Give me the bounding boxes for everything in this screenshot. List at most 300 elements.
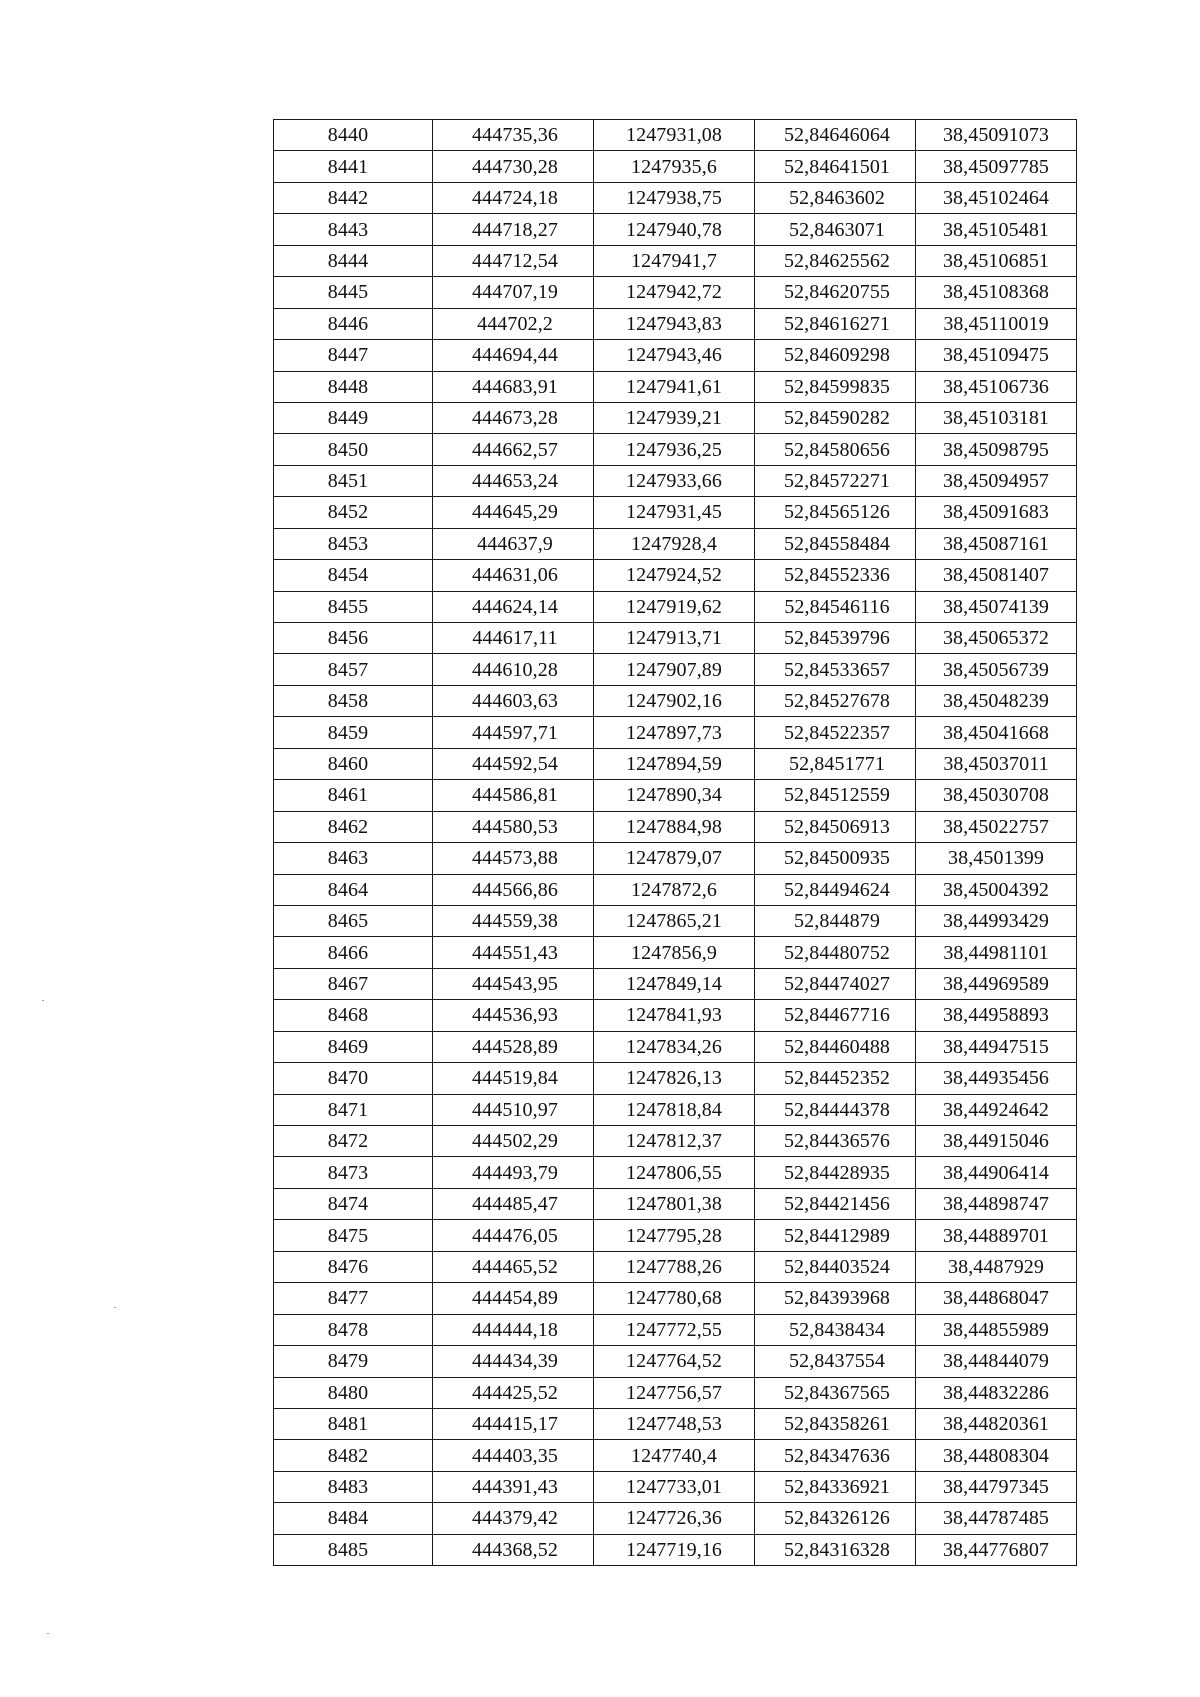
longitude-cell (916, 182, 1077, 213)
cell-text: 444566,86 (472, 878, 558, 901)
table-row (274, 654, 1077, 685)
cell-text: 8471 (327, 1098, 369, 1121)
table-row (274, 528, 1077, 559)
cell-text: 1247865,21 (626, 910, 722, 933)
y-coordinate-cell (594, 1000, 755, 1031)
cell-text: 8457 (327, 658, 369, 681)
point-number-cell (274, 182, 433, 213)
x-coordinate-cell (433, 1031, 594, 1062)
point-number-cell (274, 1283, 433, 1314)
longitude-cell (916, 1314, 1077, 1345)
cell-text: 1247726,36 (626, 1507, 722, 1530)
y-coordinate-cell (594, 843, 755, 874)
cell-text: 8447 (327, 344, 369, 367)
point-number-cell (274, 717, 433, 748)
y-coordinate-cell (594, 1283, 755, 1314)
longitude-cell (916, 1440, 1077, 1471)
x-coordinate-cell (433, 685, 594, 716)
cell-text: 38,45037011 (943, 752, 1049, 775)
cell-text: 52,8451771 (789, 752, 885, 775)
cell-text: 444631,06 (472, 564, 558, 587)
cell-text: 52,84347636 (783, 1444, 891, 1467)
y-coordinate-cell (594, 1346, 755, 1377)
cell-text: 1247943,46 (626, 344, 722, 367)
y-coordinate-cell (594, 308, 755, 339)
y-coordinate-cell (594, 874, 755, 905)
x-coordinate-cell (433, 528, 594, 559)
cell-text: 38,45105481 (942, 218, 1050, 241)
latitude-cell (755, 937, 916, 968)
point-number-cell (274, 1377, 433, 1408)
cell-text: 8483 (327, 1476, 369, 1499)
x-coordinate-cell (433, 277, 594, 308)
cell-text: 8448 (327, 375, 369, 398)
cell-text: 444425,52 (472, 1381, 558, 1404)
cell-text: 8472 (327, 1130, 369, 1153)
x-coordinate-cell (433, 1157, 594, 1188)
cell-text: 444502,29 (472, 1130, 558, 1153)
y-coordinate-cell (594, 1251, 755, 1282)
cell-text: 52,84599835 (783, 375, 891, 398)
point-number-cell (274, 591, 433, 622)
cell-text: 1247780,68 (626, 1287, 722, 1310)
cell-text: 38,45048239 (942, 690, 1050, 713)
cell-text: 52,84358261 (783, 1413, 891, 1436)
cell-text: 38,44924642 (942, 1098, 1050, 1121)
cell-text: 38,45094957 (942, 470, 1050, 493)
table-row (274, 245, 1077, 276)
cell-text: 1247931,08 (626, 124, 722, 147)
x-coordinate-cell (433, 1251, 594, 1282)
cell-text: 8474 (327, 1193, 369, 1216)
cell-text: 8481 (327, 1413, 369, 1436)
cell-text: 52,84646064 (783, 124, 891, 147)
longitude-cell (916, 1157, 1077, 1188)
x-coordinate-cell (433, 434, 594, 465)
cell-text: 38,45110019 (943, 312, 1049, 335)
point-number-cell (274, 308, 433, 339)
longitude-cell (916, 465, 1077, 496)
longitude-cell (916, 1126, 1077, 1157)
cell-text: 52,84625562 (783, 249, 891, 272)
longitude-cell (916, 528, 1077, 559)
latitude-cell (755, 623, 916, 654)
cell-text: 444683,91 (472, 375, 558, 398)
cell-text: 1247897,73 (626, 721, 722, 744)
cell-text: 8477 (327, 1287, 369, 1310)
cell-text: 444603,63 (472, 690, 558, 713)
table-row (274, 748, 1077, 779)
cell-text: 52,8437554 (789, 1350, 885, 1373)
cell-text: 8467 (327, 973, 369, 996)
y-coordinate-cell (594, 905, 755, 936)
cell-text: 52,84460488 (783, 1035, 891, 1058)
longitude-cell (916, 277, 1077, 308)
cell-text: 52,84565126 (783, 501, 891, 524)
latitude-cell (755, 1377, 916, 1408)
cell-text: 52,84620755 (783, 281, 891, 304)
table-row (274, 497, 1077, 528)
longitude-cell (916, 843, 1077, 874)
table-row (274, 623, 1077, 654)
longitude-cell (916, 717, 1077, 748)
x-coordinate-cell (433, 811, 594, 842)
cell-text: 1247924,52 (626, 564, 722, 587)
cell-text: 52,84506913 (783, 815, 891, 838)
latitude-cell (755, 340, 916, 371)
cell-text: 52,84467716 (783, 1004, 891, 1027)
y-coordinate-cell (594, 120, 755, 151)
latitude-cell (755, 1440, 916, 1471)
y-coordinate-cell (594, 1471, 755, 1502)
point-number-cell (274, 1031, 433, 1062)
longitude-cell (916, 968, 1077, 999)
latitude-cell (755, 1503, 916, 1534)
cell-text: 444536,93 (472, 1004, 558, 1027)
longitude-cell (916, 685, 1077, 716)
point-number-cell (274, 1126, 433, 1157)
y-coordinate-cell (594, 591, 755, 622)
cell-text: 8454 (327, 564, 369, 587)
x-coordinate-cell (433, 1471, 594, 1502)
cell-text: 38,45098795 (942, 438, 1050, 461)
y-coordinate-cell (594, 1503, 755, 1534)
cell-text: 1247872,6 (631, 878, 717, 901)
coordinates-table-body (274, 120, 1077, 1566)
cell-text: 8443 (327, 218, 369, 241)
point-number-cell (274, 905, 433, 936)
y-coordinate-cell (594, 1063, 755, 1094)
latitude-cell (755, 560, 916, 591)
cell-text: 38,44797345 (942, 1476, 1050, 1499)
latitude-cell (755, 465, 916, 496)
table-row (274, 811, 1077, 842)
latitude-cell (755, 685, 916, 716)
cell-text: 52,84316328 (783, 1538, 891, 1561)
cell-text: 8449 (327, 407, 369, 430)
cell-text: 52,84428935 (783, 1161, 891, 1184)
cell-text: 52,84539796 (783, 627, 891, 650)
y-coordinate-cell (594, 1220, 755, 1251)
latitude-cell (755, 717, 916, 748)
cell-text: 8482 (327, 1444, 369, 1467)
point-number-cell (274, 780, 433, 811)
point-number-cell (274, 528, 433, 559)
longitude-cell (916, 308, 1077, 339)
cell-text: 38,44808304 (942, 1444, 1050, 1467)
x-coordinate-cell (433, 1283, 594, 1314)
cell-text: 38,44787485 (942, 1507, 1050, 1530)
x-coordinate-cell (433, 371, 594, 402)
longitude-cell (916, 1000, 1077, 1031)
cell-text: 444493,79 (472, 1161, 558, 1184)
y-coordinate-cell (594, 245, 755, 276)
point-number-cell (274, 937, 433, 968)
latitude-cell (755, 1314, 916, 1345)
table-row (274, 1534, 1077, 1565)
point-number-cell (274, 434, 433, 465)
cell-text: 1247856,9 (631, 941, 717, 964)
cell-text: 8484 (327, 1507, 369, 1530)
table-row (274, 1220, 1077, 1251)
y-coordinate-cell (594, 1031, 755, 1062)
latitude-cell (755, 780, 916, 811)
point-number-cell (274, 1063, 433, 1094)
latitude-cell (755, 402, 916, 433)
table-row (274, 591, 1077, 622)
cell-text: 8456 (327, 627, 369, 650)
x-coordinate-cell (433, 1094, 594, 1125)
latitude-cell (755, 1063, 916, 1094)
table-row (274, 1314, 1077, 1345)
point-number-cell (274, 1220, 433, 1251)
x-coordinate-cell (433, 214, 594, 245)
cell-text: 38,45041668 (942, 721, 1050, 744)
y-coordinate-cell (594, 434, 755, 465)
x-coordinate-cell (433, 874, 594, 905)
y-coordinate-cell (594, 1126, 755, 1157)
longitude-cell (916, 1503, 1077, 1534)
x-coordinate-cell (433, 120, 594, 151)
y-coordinate-cell (594, 623, 755, 654)
cell-text: 444718,27 (472, 218, 558, 241)
longitude-cell (916, 1534, 1077, 1565)
point-number-cell (274, 560, 433, 591)
cell-text: 1247772,55 (626, 1318, 722, 1341)
latitude-cell (755, 528, 916, 559)
cell-text: 1247849,14 (626, 973, 722, 996)
table-row (274, 1000, 1077, 1031)
table-row (274, 371, 1077, 402)
table-row (274, 1126, 1077, 1157)
y-coordinate-cell (594, 748, 755, 779)
cell-text: 1247801,38 (626, 1193, 722, 1216)
latitude-cell (755, 434, 916, 465)
longitude-cell (916, 340, 1077, 371)
cell-text: 8450 (327, 438, 369, 461)
cell-text: 444592,54 (472, 752, 558, 775)
y-coordinate-cell (594, 402, 755, 433)
cell-text: 38,45087161 (942, 532, 1050, 555)
cell-text: 38,44889701 (942, 1224, 1050, 1247)
x-coordinate-cell (433, 1188, 594, 1219)
longitude-cell (916, 1251, 1077, 1282)
cell-text: 38,4501399 (948, 847, 1044, 870)
cell-text: 1247941,61 (626, 375, 722, 398)
latitude-cell (755, 843, 916, 874)
cell-text: 1247933,66 (626, 470, 722, 493)
cell-text: 38,45108368 (942, 281, 1050, 304)
point-number-cell (274, 968, 433, 999)
cell-text: 38,45081407 (942, 564, 1050, 587)
x-coordinate-cell (433, 1346, 594, 1377)
cell-text: 8461 (327, 784, 369, 807)
table-row (274, 560, 1077, 591)
x-coordinate-cell (433, 1220, 594, 1251)
y-coordinate-cell (594, 717, 755, 748)
x-coordinate-cell (433, 780, 594, 811)
x-coordinate-cell (433, 968, 594, 999)
point-number-cell (274, 1346, 433, 1377)
cell-text: 8451 (327, 470, 369, 493)
cell-text: 444662,57 (472, 438, 558, 461)
cell-text: 38,44958893 (942, 1004, 1050, 1027)
cell-text: 1247902,16 (626, 690, 722, 713)
latitude-cell (755, 1283, 916, 1314)
x-coordinate-cell (433, 654, 594, 685)
longitude-cell (916, 1471, 1077, 1502)
cell-text: 8462 (327, 815, 369, 838)
cell-text: 1247719,16 (626, 1538, 722, 1561)
latitude-cell (755, 748, 916, 779)
table-row (274, 1031, 1077, 1062)
cell-text: 38,45065372 (942, 627, 1050, 650)
cell-text: 38,44868047 (942, 1287, 1050, 1310)
x-coordinate-cell (433, 182, 594, 213)
cell-text: 52,84494624 (783, 878, 891, 901)
latitude-cell (755, 1126, 916, 1157)
point-number-cell (274, 465, 433, 496)
point-number-cell (274, 685, 433, 716)
cell-text: 38,45056739 (942, 658, 1050, 681)
point-number-cell (274, 748, 433, 779)
point-number-cell (274, 874, 433, 905)
y-coordinate-cell (594, 1157, 755, 1188)
table-row (274, 465, 1077, 496)
table-row (274, 1346, 1077, 1377)
cell-text: 444645,29 (472, 501, 558, 524)
cell-text: 38,44820361 (942, 1413, 1050, 1436)
cell-text: 52,84512559 (783, 784, 891, 807)
cell-text: 444551,43 (472, 941, 558, 964)
cell-text: 1247919,62 (626, 595, 722, 618)
longitude-cell (916, 1063, 1077, 1094)
cell-text: 52,84393968 (783, 1287, 891, 1310)
latitude-cell (755, 1094, 916, 1125)
cell-text: 1247795,28 (626, 1224, 722, 1247)
y-coordinate-cell (594, 182, 755, 213)
longitude-cell (916, 1346, 1077, 1377)
cell-text: 444379,42 (472, 1507, 558, 1530)
cell-text: 52,84403524 (783, 1255, 891, 1278)
cell-text: 444415,17 (472, 1413, 558, 1436)
table-row (274, 1408, 1077, 1439)
table-row (274, 1377, 1077, 1408)
cell-text: 52,84533657 (783, 658, 891, 681)
cell-text: 1247879,07 (626, 847, 722, 870)
cell-text: 444454,89 (472, 1287, 558, 1310)
cell-text: 1247941,7 (631, 249, 717, 272)
cell-text: 38,44981101 (943, 941, 1049, 964)
cell-text: 444694,44 (472, 344, 558, 367)
longitude-cell (916, 434, 1077, 465)
longitude-cell (916, 245, 1077, 276)
cell-text: 444559,38 (472, 910, 558, 933)
longitude-cell (916, 497, 1077, 528)
cell-text: 52,84522357 (783, 721, 891, 744)
longitude-cell (916, 811, 1077, 842)
cell-text: 1247943,83 (626, 312, 722, 335)
x-coordinate-cell (433, 1126, 594, 1157)
table-row (274, 434, 1077, 465)
point-number-cell (274, 120, 433, 151)
cell-text: 444465,52 (472, 1255, 558, 1278)
y-coordinate-cell (594, 1440, 755, 1471)
cell-text: 52,84590282 (783, 407, 891, 430)
cell-text: 1247939,21 (626, 407, 722, 430)
latitude-cell (755, 968, 916, 999)
longitude-cell (916, 1094, 1077, 1125)
cell-text: 444702,2 (477, 312, 553, 335)
cell-text: 444653,24 (472, 470, 558, 493)
cell-text: 38,45103181 (942, 407, 1050, 430)
longitude-cell (916, 654, 1077, 685)
point-number-cell (274, 1534, 433, 1565)
point-number-cell (274, 277, 433, 308)
cell-text: 8479 (327, 1350, 369, 1373)
cell-text: 52,8438434 (789, 1318, 885, 1341)
coordinates-table (273, 119, 1077, 1566)
cell-text: 52,84641501 (783, 155, 891, 178)
cell-text: 1247935,6 (631, 155, 717, 178)
y-coordinate-cell (594, 340, 755, 371)
y-coordinate-cell (594, 937, 755, 968)
cell-text: 38,44776807 (942, 1538, 1050, 1561)
cell-text: 8480 (327, 1381, 369, 1404)
cell-text: 52,84500935 (783, 847, 891, 870)
longitude-cell (916, 371, 1077, 402)
cell-text: 1247812,37 (626, 1130, 722, 1153)
cell-text: 52,84367565 (783, 1381, 891, 1404)
point-number-cell (274, 623, 433, 654)
cell-text: 444673,28 (472, 407, 558, 430)
x-coordinate-cell (433, 748, 594, 779)
table-row (274, 120, 1077, 151)
latitude-cell (755, 874, 916, 905)
x-coordinate-cell (433, 1440, 594, 1471)
cell-text: 52,84336921 (783, 1476, 891, 1499)
latitude-cell (755, 1408, 916, 1439)
cell-text: 444712,54 (472, 249, 558, 272)
cell-text: 38,44855989 (942, 1318, 1050, 1341)
longitude-cell (916, 937, 1077, 968)
cell-text: 444580,53 (472, 815, 558, 838)
cell-text: 38,44993429 (942, 910, 1050, 933)
latitude-cell (755, 1471, 916, 1502)
table-row (274, 277, 1077, 308)
latitude-cell (755, 497, 916, 528)
cell-text: 38,4487929 (948, 1255, 1044, 1278)
cell-text: 38,45106851 (942, 249, 1050, 272)
point-number-cell (274, 1440, 433, 1471)
y-coordinate-cell (594, 1094, 755, 1125)
cell-text: 1247942,72 (626, 281, 722, 304)
cell-text: 38,44947515 (942, 1035, 1050, 1058)
x-coordinate-cell (433, 623, 594, 654)
x-coordinate-cell (433, 1503, 594, 1534)
cell-text: 52,84480752 (783, 941, 891, 964)
cell-text: 444624,14 (472, 595, 558, 618)
latitude-cell (755, 1251, 916, 1282)
cell-text: 1247936,25 (626, 438, 722, 461)
table-row (274, 905, 1077, 936)
cell-text: 38,45074139 (942, 595, 1050, 618)
point-number-cell (274, 151, 433, 182)
longitude-cell (916, 780, 1077, 811)
longitude-cell (916, 560, 1077, 591)
longitude-cell (916, 120, 1077, 151)
cell-text: 38,44915046 (942, 1130, 1050, 1153)
